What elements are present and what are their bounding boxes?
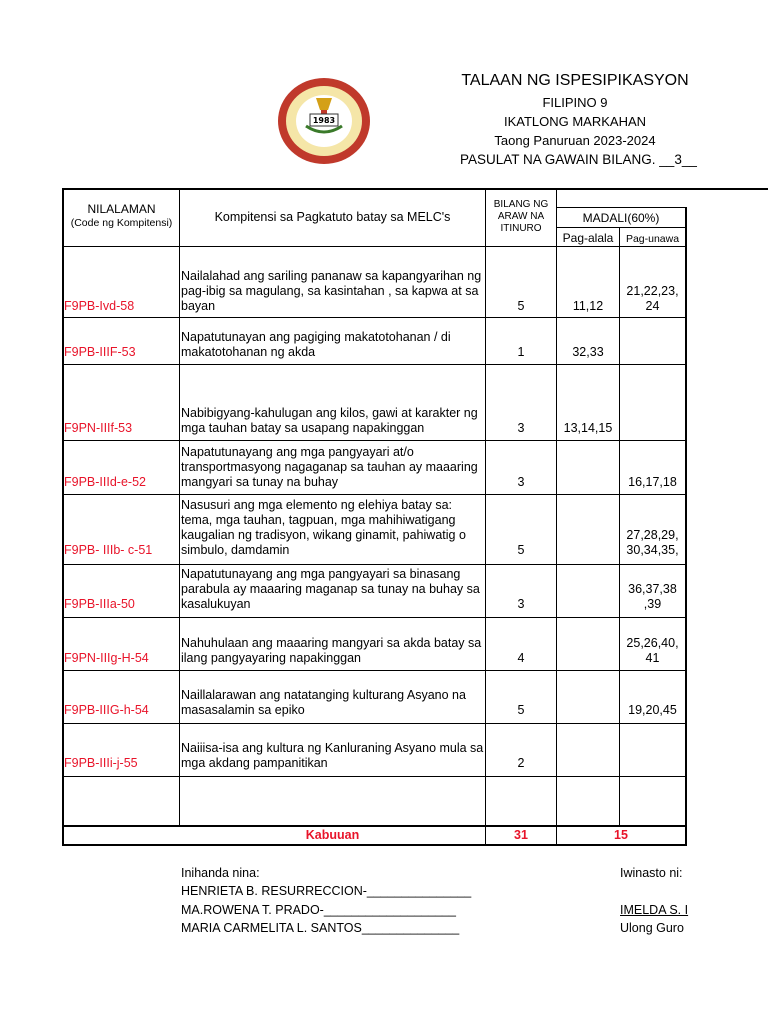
row-code: F9PB-IIIF-53	[64, 345, 136, 359]
row-competency: Nailalahad ang sariling pananaw sa kapangyarihan ng pag-ibig sa magulang, sa kasintahan , sa kapwa at sa bayan	[181, 269, 482, 313]
row-pag-unawa: 27,28,29, 30,34,35,	[626, 528, 679, 557]
row-days: 3	[517, 475, 525, 489]
row-pag-unawa: 16,17,18	[628, 475, 677, 489]
preparer-name: HENRIETA B. RESURRECCION-_______________	[181, 884, 472, 898]
row-pag-alala: 11,12	[572, 299, 604, 313]
row-competency: Naiiisa-isa ang kultura ng Kanluraning Asyano mula sa mga akdang pampanitikan	[181, 741, 484, 770]
preparer-name: MA.ROWENA T. PRADO-___________________	[181, 903, 456, 917]
prepared-label: Inihanda nina:	[181, 866, 260, 880]
row-days: 3	[517, 421, 525, 435]
total-days: 31	[514, 828, 528, 842]
row-pag-alala: 32,33	[572, 345, 604, 359]
header-nilalaman-sub: (Code ng Kompitensi)	[70, 217, 173, 229]
row-code: F9PB-IIIa-50	[64, 597, 135, 611]
row-code: F9PB-IIIG-h-54	[64, 703, 149, 717]
header-madali: MADALI(60%)	[582, 211, 660, 225]
row-competency: Nahuhulaan ang maaaring mangyari sa akda batay sa ilang pangyayaring napakinggan	[181, 636, 482, 665]
reviewer-title: Ulong Guro	[620, 921, 684, 935]
row-competency: Napatutunayan ang pagiging makatotohanan / di makatotohanan ng akda	[181, 330, 451, 359]
row-days: 1	[517, 345, 525, 359]
doc-school-year: Taong Panuruan 2023-2024	[494, 133, 656, 148]
row-code: F9PN-IIIg-H-54	[64, 651, 149, 665]
row-days: 4	[517, 651, 525, 665]
seal-year: 1983	[312, 116, 336, 125]
row-competency: Napatutunayang ang mga pangyayari sa binasang parabula ay maaaring maganap sa tunay na buhay sa kasalukuyan	[181, 567, 480, 611]
row-code: F9PB-IIIi-j-55	[64, 756, 138, 770]
doc-title: TALAAN NG ISPESIPIKASYON	[461, 72, 689, 89]
row-days: 3	[517, 597, 525, 611]
row-competency: Napatutunayang ang mga pangyayari at/o transportmasyong nagaganap sa tauhan ay maaaring mangyari sa tunay na buhay	[181, 445, 478, 489]
row-days: 5	[517, 299, 525, 313]
row-code: F9PB-Ivd-58	[64, 299, 135, 313]
total-madali: 15	[614, 828, 628, 842]
row-competency: Nasusuri ang mga elemento ng elehiya batay sa: tema, mga tauhan, tagpuan, mga mahihiwatigang kaugalian ng tradisyon, wikang ginamit, pahiwatig o simbulo, damdamin	[181, 498, 466, 557]
header-pag-unawa: Pag-unawa	[625, 233, 680, 245]
doc-quarter: IKATLONG MARKAHAN	[503, 114, 647, 129]
reviewed-label: Iwinasto ni:	[620, 866, 683, 880]
doc-subject: FILIPINO 9	[542, 95, 608, 110]
row-code: F9PB- IIIb- c-51	[64, 543, 153, 557]
row-pag-unawa: 36,37,38 ,39	[628, 582, 677, 611]
row-pag-unawa: 25,26,40, 41	[626, 636, 679, 665]
preparer-name: MARIA CARMELITA L. SANTOS______________	[181, 921, 460, 935]
row-days: 5	[517, 703, 525, 717]
header-bilang: BILANG NG ARAW NA ITINURO	[493, 199, 549, 234]
row-days: 2	[517, 756, 525, 770]
row-competency: Naillalarawan ang natatanging kulturang Asyano na masasalamin sa epiko	[181, 688, 466, 717]
row-competency: Nabibigyang-kahulugan ang kilos, gawi at karakter ng mga tauhan batay sa usapang napakinggan	[181, 406, 478, 435]
header-kompitensi: Kompitensi sa Pagkatuto batay sa MELC's	[214, 210, 451, 224]
row-pag-unawa: 21,22,23, 24	[626, 284, 679, 313]
doc-task: PASULAT NA GAWAIN BILANG. __3__	[460, 152, 697, 167]
row-code: F9PN-IIIf-53	[64, 421, 133, 435]
total-label: Kabuuan	[305, 828, 360, 842]
header-nilalaman: NILALAMAN	[87, 202, 156, 216]
row-pag-alala: 13,14,15	[563, 421, 613, 435]
reviewer-name: IMELDA S. I	[620, 903, 689, 917]
row-days: 5	[517, 543, 525, 557]
row-pag-unawa: 19,20,45	[628, 703, 677, 717]
header-pag-alala: Pag-alala	[562, 231, 614, 245]
row-code: F9PB-IIId-e-52	[64, 475, 146, 489]
